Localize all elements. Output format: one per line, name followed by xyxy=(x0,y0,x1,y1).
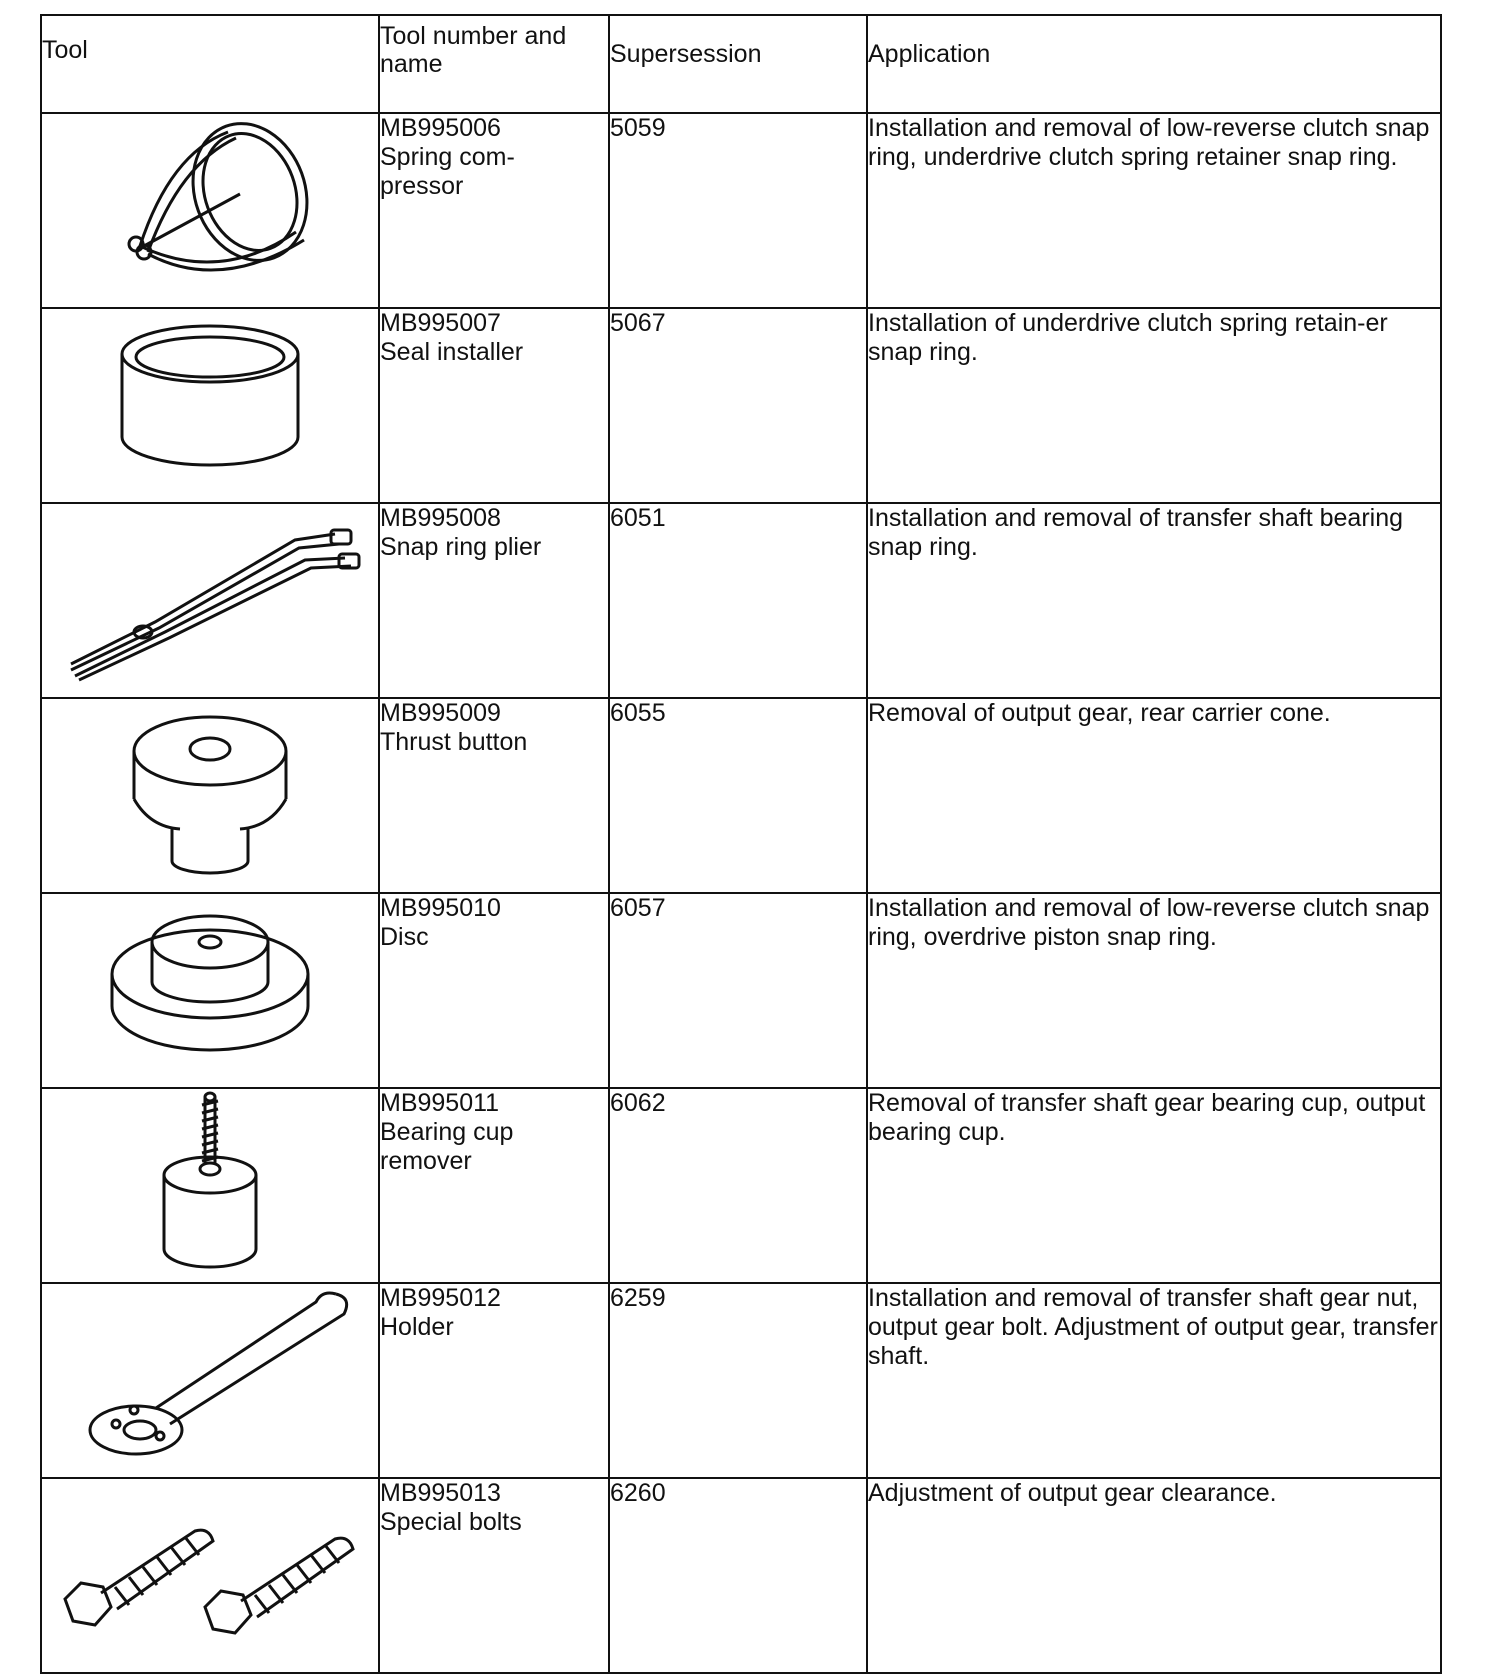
special-tools-table xyxy=(40,14,1442,1674)
tool-name: Spring com- pressor xyxy=(380,143,515,200)
thrust-button-icon xyxy=(110,699,310,879)
tool-name: Snap ring plier xyxy=(380,533,542,561)
supersession-cell: 6055 xyxy=(609,698,867,893)
table-row xyxy=(41,308,1441,503)
header-supersession: Supersession xyxy=(609,15,867,113)
holder-icon xyxy=(60,1284,360,1464)
tool-number: MB995013 xyxy=(380,1479,501,1507)
table-row xyxy=(41,1088,1441,1283)
tool-number-name-cell xyxy=(379,698,609,893)
tool-image-cell xyxy=(41,1478,379,1673)
application-cell: Installation and removal of low-reverse clutch snap ring, underdrive clutch spring retainer snap ring. xyxy=(867,113,1441,308)
tool-number-name-cell xyxy=(379,113,609,308)
tool-number-name-cell xyxy=(379,1478,609,1673)
table-row xyxy=(41,503,1441,698)
supersession-cell: 6260 xyxy=(609,1478,867,1673)
header-tool: Tool xyxy=(41,15,379,113)
tool-name: Bearing cup remover xyxy=(380,1118,514,1175)
supersession-cell: 5067 xyxy=(609,308,867,503)
application-cell: Adjustment of output gear clearance. xyxy=(867,1478,1441,1673)
tool-number-name-cell xyxy=(379,1088,609,1283)
supersession-cell: 6259 xyxy=(609,1283,867,1478)
tool-number-name-cell xyxy=(379,893,609,1088)
application-cell: Installation and removal of transfer shaft bearing snap ring. xyxy=(867,503,1441,698)
seal-installer-icon xyxy=(100,309,320,489)
disc-icon xyxy=(95,894,325,1074)
application-cell: Installation and removal of transfer shaft gear nut, output gear bolt. Adjustment of output gear, transfer shaft. xyxy=(867,1283,1441,1478)
table-row xyxy=(41,698,1441,893)
header-row xyxy=(41,15,1441,113)
tool-number: MB995010 xyxy=(380,894,501,922)
spring-compressor-icon xyxy=(100,114,320,294)
header-tool-number-name: Tool number and name xyxy=(379,15,609,113)
tool-number: MB995007 xyxy=(380,309,501,337)
application-cell: Removal of output gear, rear carrier cone. xyxy=(867,698,1441,893)
tool-number-name-cell xyxy=(379,503,609,698)
table-row xyxy=(41,1283,1441,1478)
tool-name: Special bolts xyxy=(380,1508,522,1536)
supersession-cell: 5059 xyxy=(609,113,867,308)
tool-image-cell xyxy=(41,503,379,698)
tool-image-cell xyxy=(41,113,379,308)
tool-number: MB995011 xyxy=(380,1089,500,1117)
snap-ring-plier-icon xyxy=(55,504,365,684)
table-row xyxy=(41,1478,1441,1673)
tool-name: Thrust button xyxy=(380,728,528,756)
tool-image-cell xyxy=(41,698,379,893)
application-cell: Installation and removal of low-reverse clutch snap ring, overdrive piston snap ring. xyxy=(867,893,1441,1088)
supersession-cell: 6057 xyxy=(609,893,867,1088)
tool-image-cell xyxy=(41,308,379,503)
tool-image-cell xyxy=(41,1283,379,1478)
application-cell: Installation of underdrive clutch spring retain-er snap ring. xyxy=(867,308,1441,503)
table-row xyxy=(41,893,1441,1088)
tool-name: Holder xyxy=(380,1313,454,1341)
tool-number: MB995006 xyxy=(380,114,501,142)
tool-name: Seal installer xyxy=(380,338,524,366)
application-cell: Removal of transfer shaft gear bearing cup, output bearing cup. xyxy=(867,1088,1441,1283)
tool-image-cell xyxy=(41,1088,379,1283)
table-row xyxy=(41,113,1441,308)
tool-number: MB995008 xyxy=(380,504,501,532)
tool-number-name-cell xyxy=(379,1283,609,1478)
supersession-cell: 6051 xyxy=(609,503,867,698)
bearing-cup-remover-icon xyxy=(130,1089,290,1269)
tool-number-name-cell xyxy=(379,308,609,503)
special-bolts-icon xyxy=(55,1479,365,1659)
tool-image-cell xyxy=(41,893,379,1088)
header-application: Application xyxy=(867,15,1441,113)
tool-name: Disc xyxy=(380,923,429,951)
tool-number: MB995009 xyxy=(380,699,501,727)
tool-number: MB995012 xyxy=(380,1284,501,1312)
supersession-cell: 6062 xyxy=(609,1088,867,1283)
